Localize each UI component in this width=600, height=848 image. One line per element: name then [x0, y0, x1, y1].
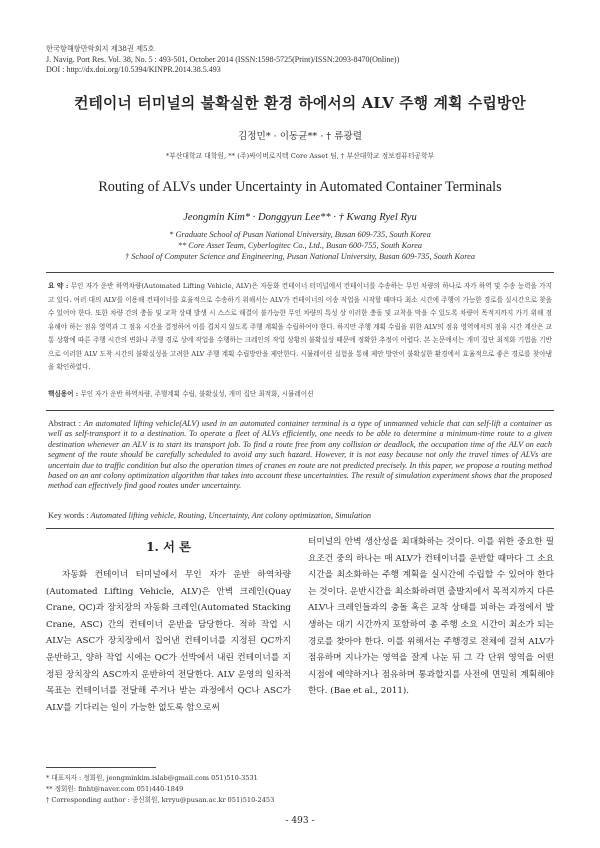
keywords-kr-label: 핵심용어 :: [48, 390, 79, 398]
keywords-en-label: Key words :: [48, 511, 89, 520]
body-column-left: [46, 567, 291, 716]
divider-bottom: [46, 528, 554, 529]
doi-link[interactable]: DOI : http://dx.doi.org/10.5394/KINPR.2014.38.5.493: [46, 65, 221, 75]
page-number: - 493 -: [285, 816, 315, 826]
footnote-1: * 대표저자 : 정회원, jeongminkim.islab@gmail.com 051)510-3531: [46, 774, 258, 782]
keywords-en-text: Automated lifting vehicle, Routing, Uncertainty, Ant colony optimization, Simulation: [90, 511, 372, 520]
footnote-divider: [46, 767, 156, 768]
paper-title-en: Routing of ALVs under Uncertainty in Automated Container Terminals: [98, 179, 502, 195]
journal-header: [46, 44, 399, 76]
abstract-kr-text: 무인 자가 운반 하역차량(Automated Lifting Vehicle, ALV)은 자동화 컨테이너 터미널에서 컨테이너를 수송하는 무인 차량의 하나로 자가 하역 및 수송 능력을 가지고 있다. 여러 대의 ALV를 이용해 컨테이너를 효율적으로 수송하기 위해서는 ALV가 컨테이너의 이송 작업을 시작할 때마다 최소 시간에 주행이 가능한 경로를 실시간으로 찾을 수 있어야 한다. 또한 차량 간의 충돌 및 교착 상태 발생 시 스스로 해결이 불가능한 무인 차량의 특성 상 이러한 충돌 및 교착을 막을 수 있도록 차량이 목적지까지 가기 위해 점유해야 하는 점유 영역과 그 점유 시간을 결정하여 이를 겹치지 않도록 주행 계획을 수립하여야 한다. 하지만 주행 계획 수립을 위한 ALV의 점유 영역에서의 점유 시간 계산은 교통 상황에 따른 주행 시간의 변화나 주행 경로 상에 작업을 수행하는 크레인의 작업 상황의 불확실성 때문에 정확한 추정이 어렵다. 본 논문에서는 개미 집단 최적화 기법을 기반으로 이러한 ALV 도착 시간의 불확실성을 고려한 ALV 주행 계획 수립방안을 제안한다. 시뮬레이션 실험을 통해 제안 방안이 불확실한 환경에서 효율적으로 좋은 경로를 찾아냄을 확인하였다.: [48, 282, 552, 371]
footnote-3: † Corresponding author : 종신회원, krryu@pusan.ac.kr 051)510-2453: [46, 795, 275, 804]
footnotes: [46, 773, 274, 805]
affiliations-en: [0, 230, 600, 262]
abstract-en-text: An automated lifting vehicle(ALV) used in an automated container terminal is a type of unmanned vehicle that can self-lift a container as well as self-transport it to a destination. To operate a fleet of ALVs efficiently, one needs to be able to determine a minimum-time route to a given destination whenever an ALV is to start its transport job. To find a route free from any collision or deadlock, the occupation time of the ALV on each segment of the route should be carefully scheduled to avoid any such hazard. However, it is not easy because not only the travel times of ALVs are uncertain due to traffic condition but also the operation times of cranes en route are not predicted precisely. In this paper, we propose a routing method based on an ant colony optimization algorithm that takes into account these uncertainties. The result of simulation experiment shows that the proposed method can effectively find good routes under uncertainty.: [48, 419, 552, 491]
authors-en: Jeongmin Kim* · Donggyun Lee** · † Kwang Ryel Ryu: [183, 212, 417, 223]
abstract-kr: [48, 280, 552, 375]
section-heading: 1. 서 론: [146, 540, 191, 554]
body-paragraph: 자동화 컨테이너 터미널에서 무인 자가 운반 하역차량(Automated Lifting Vehicle, ALV)은 안벽 크레인(Quay Crane, QC)과 장치장의 자동화 크레인(Automated Stacking Crane, ASC) 간의 컨테이너 운반을 담당한다. 적하 작업 시 ALV는 ASC가 장치장에서 집어낸 컨테이너를 지정된 QC까지 운반하고, 양하 작업 시에는 QC가 선박에서 내린 컨테이너를 지정된 장치장의 ASC까지 운반하여 전달한다. ALV 운영의 일차적 목표는 컨테이너를 전달해 주거나 받는 과정에서 QC나 ASC가 ALV를 기다리는 일이 가능한 없도록 함으로써: [46, 570, 291, 713]
journal-citation: J. Navig. Port Res. Vol. 38, No. 5 : 493-501, October 2014 (ISSN:1598-5725(Print)/ISSN:2093-8470(Online)): [46, 54, 400, 64]
affiliation-en-3: † School of Computer Science and Engineering, Pusan National University, Busan 609-735, South Korea: [125, 251, 475, 261]
abstract-kr-label: 요 약 :: [48, 282, 69, 290]
divider-top: [46, 272, 554, 273]
body-column-right: [308, 534, 554, 700]
divider-middle: [46, 410, 554, 411]
keywords-kr: [48, 388, 552, 398]
footnote-2: ** 정회원: finht@naver.com 051)440-1849: [46, 784, 184, 793]
body-paragraph: 터미널의 안벽 생산성을 최대화하는 것이다. 이를 위한 중요한 필요조건 중의 하나는 매 ALV가 컨테이너를 운반할 때마다 그 소요시간을 최소화하는 주행 계획을 실시간에 수립할 수 있어야 한다는 것이다. 운반시간을 최소화하려면 출발지에서 목적지까지 다른 ALV나 크레인들과의 충돌 혹은 교착 상태를 피하는 과정에서 발생하는 대기 시간까지 포함하여 총 주행 소요 시간이 최소가 되는 경로를 찾아야 한다. 이를 위해서는 주행경로 전체에 걸쳐 ALV가 점유하며 지나가는 영역을 잘게 나눈 뒤 그 각 단위 영역을 어떤 시점에 예약하거나 점유하며 통과할지를 사전에 면밀히 계획해야 한다. (Bae et al., 2011).: [308, 537, 554, 697]
authors-kr: 김정민* · 이동균** · † 류광렬: [238, 131, 362, 142]
journal-name-kr: 한국항해항만학회지 제38권 제5호: [46, 44, 155, 53]
abstract-en: [48, 419, 552, 492]
keywords-en: [48, 511, 552, 520]
affiliation-en-1: * Graduate School of Pusan National University, Busan 609-735, South Korea: [169, 230, 431, 239]
affiliation-en-2: ** Core Asset Team, Cyberlogitec Co., Ltd., Busan 600-755, South Korea: [177, 240, 423, 250]
affiliation-kr: *부산대학교 대학원, ** (주)싸이버로지텍 Core Asset 팀, † 부산대학교 정보컴퓨터공학부: [165, 152, 435, 160]
paper-title-kr: 컨테이너 터미널의 불확실한 환경 하에서의 ALV 주행 계획 수립방안: [74, 95, 526, 112]
abstract-en-label: Abstract :: [48, 419, 82, 428]
keywords-kr-text: 무인 자가 운반 하역차량, 주행계획 수립, 불확실성, 개미 집단 최적화, 시뮬레이션: [80, 390, 314, 398]
